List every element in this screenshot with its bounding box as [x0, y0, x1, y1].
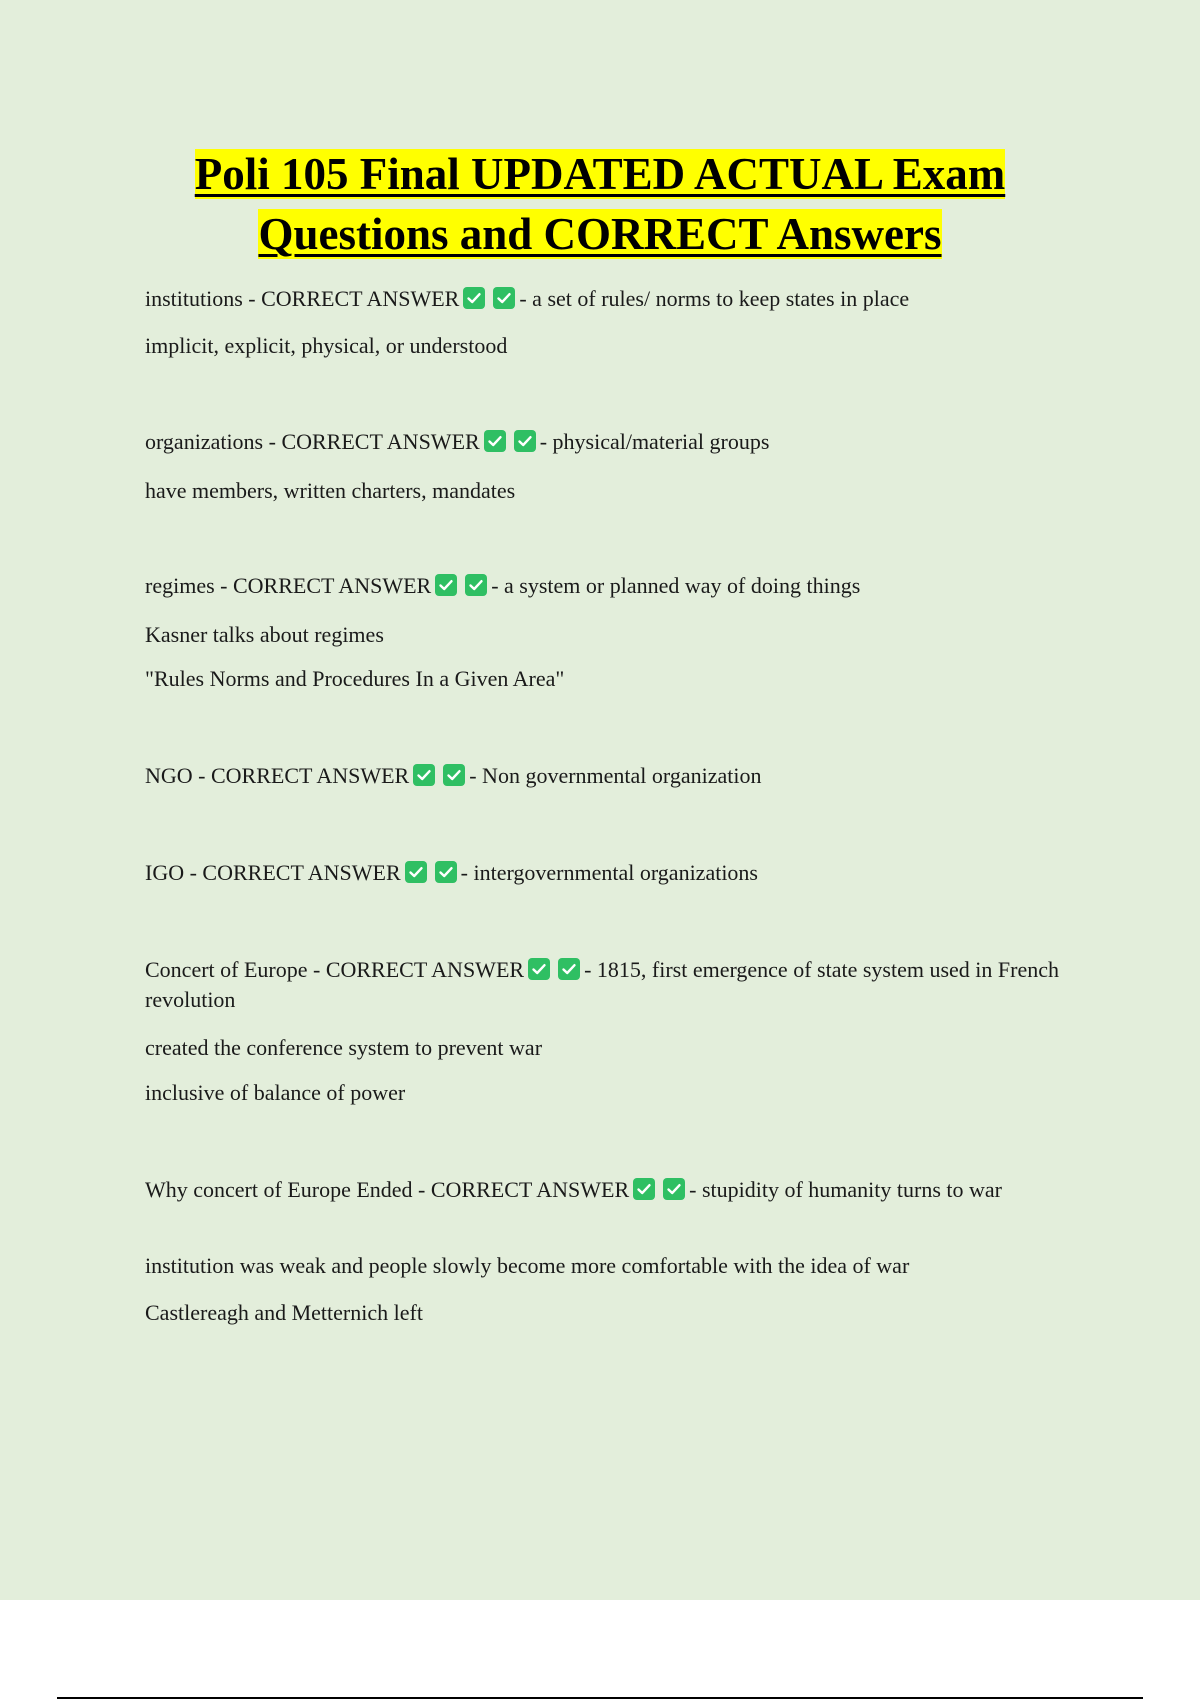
check-box-icon	[558, 958, 580, 980]
note-text: Kasner talks about regimes	[145, 622, 384, 647]
qa-entry-igo	[145, 858, 1085, 888]
qa-entry-regimes	[145, 571, 1085, 601]
title-line-1: Poli 105 Final UPDATED ACTUAL Exam	[194, 149, 1006, 199]
term-label: Concert of Europe - CORRECT ANSWER	[145, 957, 525, 982]
check-box-icon	[493, 287, 515, 309]
qa-entry-institutions	[145, 284, 1085, 314]
note-text: "Rules Norms and Procedures In a Given Area"	[145, 666, 565, 691]
term-label: IGO - CORRECT ANSWER	[145, 860, 401, 885]
qa-entry-organizations	[145, 427, 1085, 457]
document-title	[0, 144, 1200, 264]
footer-divider	[57, 1697, 1143, 1699]
check-box-icon	[463, 287, 485, 309]
answer-text: - a system or planned way of doing things	[491, 573, 861, 598]
qa-entry-why-concert-ended	[145, 1175, 1085, 1205]
check-box-icon	[435, 861, 457, 883]
check-box-icon	[465, 574, 487, 596]
term-label: regimes - CORRECT ANSWER	[145, 573, 432, 598]
note-text: institution was weak and people slowly become more comfortable with the idea of war	[145, 1253, 910, 1278]
note-text: inclusive of balance of power	[145, 1080, 406, 1105]
title-line-2: Questions and CORRECT Answers	[258, 209, 942, 259]
check-box-icon	[443, 764, 465, 786]
qa-entry-ngo	[145, 761, 1085, 791]
term-label: organizations - CORRECT ANSWER	[145, 429, 480, 454]
check-box-icon	[633, 1178, 655, 1200]
note-text: Castlereagh and Metternich left	[145, 1300, 423, 1325]
check-box-icon	[484, 430, 506, 452]
check-box-icon	[528, 958, 550, 980]
answer-text: - intergovernmental organizations	[460, 860, 758, 885]
check-box-icon	[514, 430, 536, 452]
check-box-icon	[413, 764, 435, 786]
check-box-icon	[663, 1178, 685, 1200]
qa-entry-concert-of-europe	[145, 955, 1085, 1015]
answer-text: - Non governmental organization	[469, 763, 762, 788]
answer-text: - stupidity of humanity turns to war	[689, 1177, 1002, 1202]
check-box-icon	[435, 574, 457, 596]
note-text: created the conference system to prevent war	[145, 1035, 543, 1060]
term-label: NGO - CORRECT ANSWER	[145, 763, 410, 788]
term-label: Why concert of Europe Ended - CORRECT ANSWER	[145, 1177, 630, 1202]
answer-text: - 1815, first emergence of state system used in French revolution	[145, 957, 1059, 1012]
term-label: institutions - CORRECT ANSWER	[145, 286, 460, 311]
answer-text: - physical/material groups	[539, 429, 770, 454]
note-text: have members, written charters, mandates	[145, 478, 516, 503]
answer-text: - a set of rules/ norms to keep states in place	[519, 286, 910, 311]
note-text: implicit, explicit, physical, or understood	[145, 333, 508, 358]
check-box-icon	[405, 861, 427, 883]
